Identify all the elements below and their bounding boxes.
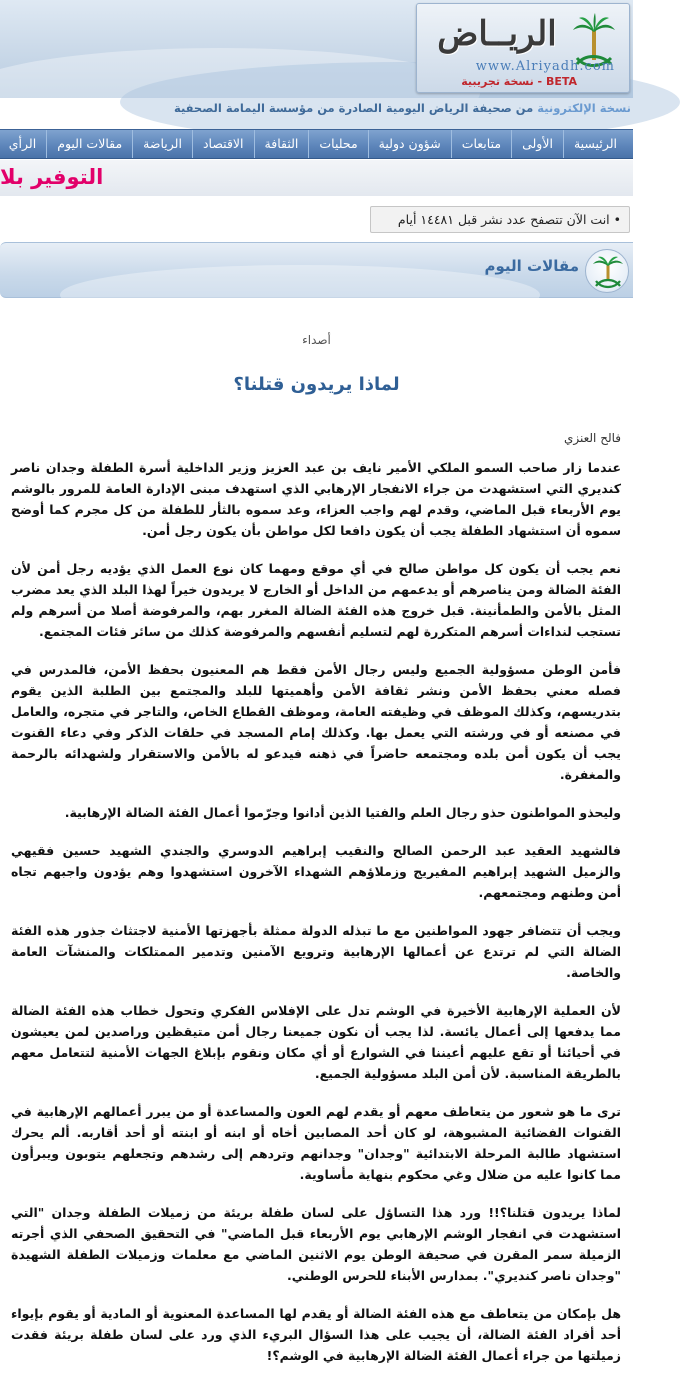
article-body [11, 457, 621, 1383]
article-paragraph: فالشهيد العقيد عبد الرحمن الصالح والنقيب إبراهيم الدوسري والجندي الشهيد حسين فقيهي والزميل الشهيد إبراهيم المفيريج وزملاؤهم الشهداء الآخرون استشهدوا وهم يؤدون واجبهم تجاه أمن وطنهم ومجتمعهم. [11, 843, 621, 900]
tagline-text: من صحيفة الرياض اليومية الصادرة من مؤسسة اليمامة الصحفية [173, 101, 538, 115]
edition-ticker: • انت الآن تتصفح عدد نشر قبل ١٤٤٨١ أيام [370, 206, 630, 233]
logo-url: www.Alriyadh.com [475, 59, 615, 74]
nav-item-front-page[interactable]: الأولى [511, 130, 563, 158]
nav-item-home[interactable]: الرئيسية [563, 130, 633, 158]
column-name: أصداء [302, 333, 331, 347]
palm-swords-icon [585, 249, 629, 293]
nav-item-local[interactable]: محليات [308, 130, 367, 158]
site-tagline [0, 101, 633, 121]
site-header [0, 0, 633, 98]
article-paragraph: نعم يجب أن يكون كل مواطن صالح في أي موقع ومهما كان نوع العمل الذي يؤديه رجل أمن لأن الفئة الضالة ومن يناصرهم أو يدعمهم من الداخل أو الخارج لا يريدون خيراً لهذا البلد الذي يعد مضرب المثل بالأمن والطمأنينة. قبل خروج هذه الفئة الضالة المغرر بهم، والمرفوضة أصلا من أسرهم ولم تستجب لنداءات أسرهم المتكررة لهم لتسليم أنفسهم والمرفوضة كذلك من سائر فئات المجتمع. [11, 561, 621, 639]
article-paragraph: ويجب أن تتضافر جهود المواطنين مع ما تبذله الدولة ممثلة بأجهزتها الأمنية لاجتثاث جذور هذه الفئة الضالة التي لم ترتدع عن أعمالها الإرهابية وترويع الآمنين وتدمير الممتلكات والمنشآت العامة والخاصة. [11, 923, 621, 980]
article-paragraph: لماذا يريدون قتلنا؟!! ورد هذا التساؤل على لسان طفلة بريئة من زميلات الطفلة وجدان "التي استشهدت في انفجار الوشم الإرهابي يوم الأربعاء قبل الماضي" في التحقيق الصحفي الذي أجرته الزميلة سمر المقرن في صحيفة الوطن يوم الاثنين الماضي مع معلمات وزميلات الطفلة الشهيدة "وجدان ناصر كنديري". بمدارس الأبناء للحرس الوطني. [11, 1205, 621, 1283]
nav-item-economy[interactable]: الاقتصاد [192, 130, 254, 158]
nav-item-sports[interactable]: الرياضة [132, 130, 192, 158]
section-banner [0, 242, 633, 298]
nav-item-opinion[interactable]: الرأي [0, 130, 46, 158]
nav-item-todays-articles[interactable]: مقالات اليوم [46, 130, 132, 158]
article-paragraph: عندما زار صاحب السمو الملكي الأمير نايف بن عبد العزيز وزير الداخلية أسرة الطفلة وجدان ناصر كنديري التي استشهدت من جراء الانفجار الإرهابي الذي استهدف مبنى الإدارة العامة للمرور بالوشم يوم الأربعاء قبل الماضي، وقدم لهم واجب العزاء، وعد سموه بالثأر للطفلة من كل مجرم كما أوضح سموه أن استشهاد الطفلة يجب أن يكون دافعا لكل مواطن بأن يكون رجل أمن. [11, 460, 621, 538]
promo-banner[interactable] [0, 160, 633, 196]
tagline-highlight: نسخة الإلكترونية [537, 101, 631, 115]
article-paragraph: ترى ما هو شعور من يتعاطف معهم أو يقدم لهم العون والمساعدة أو من يبرر أعمالهم الإرهابية في القنوات الفضائية المشبوهة، لو كان أحد المصابين أخاه أو ابنه أو ابنته أو أحد أقاربه. ألم يحرك استشهاد طالبة المرحلة الابتدائية "وجدان" وجدانهم وتردهم إلى رشدهم وتجعلهم يتوبون ويبرأون مما كانوا عليه من ضلال وغي محكوم بنهاية مأساوية. [11, 1104, 621, 1182]
article-paragraph: لأن العملية الإرهابية الأخيرة في الوشم تدل على الإفلاس الفكري وتحول خطاب هذه الفئة الضالة مما يدفعها إلى أعمال يائسة. لذا يجب أن نكون جميعنا رجال أمن متيقظين وراصدين لمن يعيشون في أحيائنا أو تقع عليهم أعيننا في الشوارع أو أي مكان ونقوم بإبلاغ الجهات الأمنية لتتعامل معهم بالطريقة المناسبة. لأن أمن البلد مسؤولية الجميع. [11, 1003, 621, 1081]
article-author: فالح العنزي [563, 431, 621, 445]
beta-badge: BETA - نسخة تجريبية [461, 75, 577, 88]
nav-item-followups[interactable]: متابعات [451, 130, 511, 158]
main-nav [0, 129, 633, 159]
article-paragraph: هل بإمكان من يتعاطف مع هذه الفئة الضالة أو يقدم لها المساعدة المعنوية أو المادية أو يقوم بإيواء أحد أفراد الفئة الضالة، أن يجيب على هذا السؤال البريء الذي ورد على لسان طفلة بريئة فقدت زميلتها من جراء أعمال الفئة الضالة الإرهابية في الوشم؟! [11, 1306, 621, 1363]
promo-text: التوفير بلا [0, 165, 104, 189]
article [0, 298, 633, 1363]
nav-item-international[interactable]: شؤون دولية [368, 130, 451, 158]
article-headline: لماذا يريدون قتلنا؟ [233, 374, 400, 395]
article-paragraph: وليحذو المواطنون حذو رجال العلم والفتيا الذين أدانوا وجرّموا أعمال الفئة الضالة الإرهابية. [64, 805, 621, 820]
site-logo[interactable] [416, 3, 630, 93]
section-title: مقالات اليوم [484, 257, 579, 275]
logo-name: الريــاض [437, 14, 557, 54]
article-paragraph: فأمن الوطن مسؤولية الجميع وليس رجال الأمن فقط هم المعنيون بحفظ الأمن، فالمدرس في فصله معني بحفظ الأمن ونشر ثقافة الأمن وأهميتها للبلد والمجتمع بين الطلبة الذين يقوم بتدريسهم، وكذلك الموظف في وظيفته العامة، وموظف القطاع الخاص، والتاجر في متجره، والعامل في مصنعه أو في ورشته التي يعمل بها. وكذلك إمام المسجد في حلقات الذكر وفي دعاء القنوت يجب أن يكون أمن بلده ومجتمعه حاضراً في ذهنه فيدعو له بالأمن والاستقرار ولشهدائه بالرحمة والمغفرة. [11, 662, 621, 782]
nav-item-culture[interactable]: الثقافة [254, 130, 309, 158]
